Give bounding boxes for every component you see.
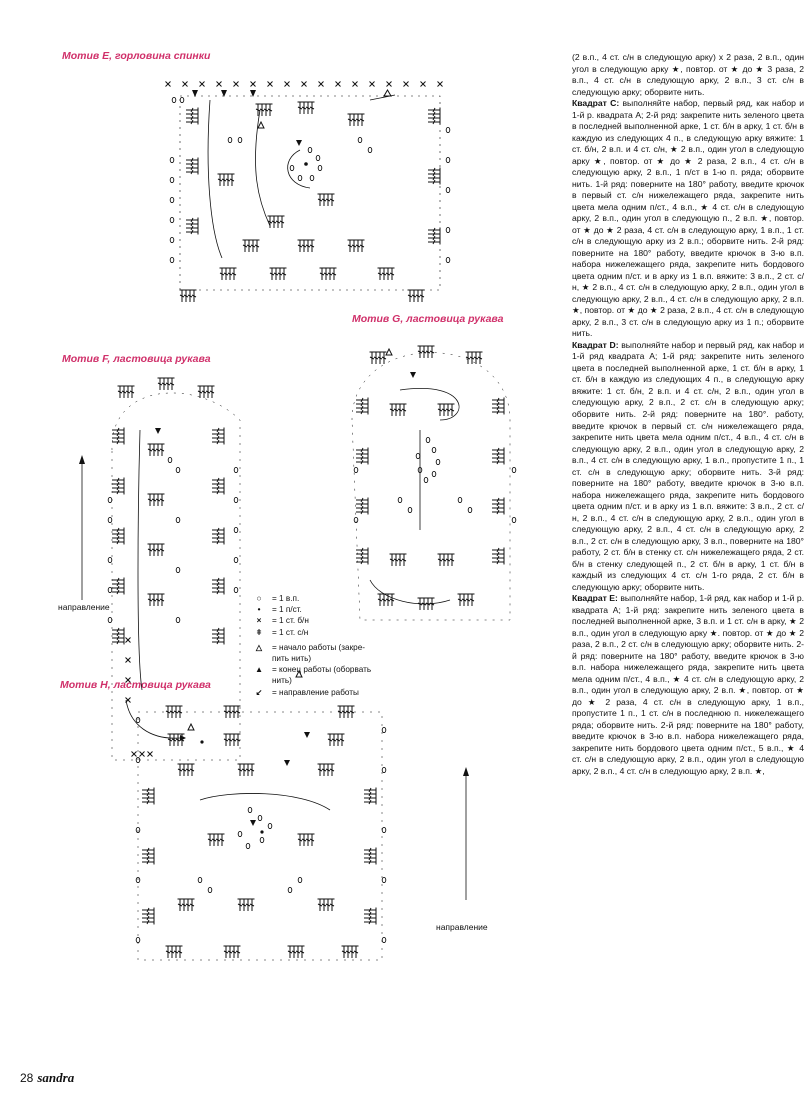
heading-square-d: Квадрат D:: [572, 339, 619, 350]
legend-symbol: ǂ: [256, 627, 262, 637]
legend-row: [252, 642, 371, 653]
direction-label-f: направление: [58, 602, 110, 612]
page-number: 28: [20, 1071, 34, 1085]
paragraph-square-e: [572, 593, 804, 777]
legend-text: = 1 ст. б/н: [272, 616, 309, 626]
body-square-e: выполняйте набор, 1-й ряд, как набор и 1-й р. квадрата A; 1-й ряд: закрепите нить зеленого цвета в последней выполненной арке, 3 в.п. и 1 ст. с/н в арку, ★ 2 в.п., один угол в следующую арку ★. повтор. от ★ до ★ 2 раза, 2 в.п., 2 ст. с/н в следующую арку; оборвите нить. 2-й ряд: поверните на 180° работу, введите крючок в 3-ю в.п. набора нижележащего ряда, закрепите нить цвета мела одним п/ст., 4 в.п., ★ 4 ст. с/н в следующую арку, 2 в.п., один угол в следующую арку, 2 в.п. ★, повтор. от ★ до ★ 2 раза, 4 ст. с/н в следующую арку, 1 в.п., пропустите 1 п., 1 ст. с/н в последнюю п. нижележащего ряда; оборвите нить. 2-й ряд: поверните на 180° работу, введите крючок в 3-ю в.п. набора нижележащего ряда, закрепите нить бордового цвета одним п/ст., 5 в.п., ★ 4 ст. с/н в следующую арку, 2 в.п., один угол в следующую арку, 2 в.п., 4 ст. с/н в следующую арку, 2 в.п. ★,: [572, 593, 804, 776]
motif-h-title: Мотив H, ластовица рукава: [60, 679, 211, 691]
body-square-d: выполняйте набор и первый ряд, как набор и 1-й ряд квадрата A; 1-й ряд: закрепите нить зеленого цвета в последней выполненной арке, 1 ст. б/н в арку, 1 ст. б/н в каждую из следующих 4 п., в следующую арку вяжите: 1 ст. б/н, 2 в.п. и 4 ст. с/н, 2 в.п., один угол в следующую арку, 2 в.п., 2 ст. с/н в следующую арку; оборвите нить. 2-й ряд: поверните на 180°. работу, введите крючок в первый ст. с/н нижележащего ряда, закрепите нить цвета мела одним п/ст., 4 в.п., 4 ст. с/н в следующую арку, 2 в.п., один угол в следующую арку, 2 в.п., 4 ст. с/н в следующую арку, 1 в.п., пропустите 1 п., 1 ст. с/н в следующую арку; оборвите нить. 3-й ряд: поверните на 180° работу, введите крючок в 3-ю в.п. набора нижележащего ряда, закрепите нить бордового цвета одним п/ст. и в арку из 1 в.п. вяжите: 3 в.п., 2 ст. с/н, 2 в.п., 4 ст. с/н в следующую арку, 2 в.п., один угол в следующую арку, 2 в.п., 4 ст. с/н в следующую арку, 2 в.п., 2 ст. с/н в следующую арку, 3 в.п., поверните на 180° работу, 2 ст. б/н в стенку ст. с/н нижележащего ряда, 2 ст. б/н в стенку следующей п., 2 ст. б/н в арку, 1 ст. б/н в каждый из следующих 4 ст. с/н 1-го ряда, 2 ст. б/н в следующую арку; оборвите нить.: [572, 339, 805, 592]
legend-text: = 1 в.п.: [272, 594, 300, 603]
motif-g-diagram: [352, 346, 516, 620]
legend-symbol: ×: [256, 616, 262, 626]
legend-row: [252, 675, 371, 686]
motif-f-diagram: [79, 378, 240, 760]
direction-label-h: направление: [436, 922, 488, 932]
motif-e-diagram: [166, 82, 450, 303]
page-footer: [20, 1070, 74, 1086]
legend-row: [252, 653, 371, 664]
paragraph-a-end: (2 в.п., 4 ст. с/н в следующую арку) х 2 раза, 2 в.п., один угол в следующую арку ★, повтор. от ★ до ★ 3 раза, 2 в.п., 4 ст. с/н в следующую арку, 2 в.п., 3 ст. с/н в следующую арку; оборвите нить.: [572, 52, 804, 97]
legend-symbol: △: [255, 642, 263, 652]
motif-h-diagram: [136, 671, 469, 960]
legend-row: [252, 615, 371, 626]
legend-symbol: ○: [256, 594, 262, 603]
legend-text: = начало работы (закре-: [272, 642, 365, 652]
legend-row: [252, 604, 371, 615]
motif-g-title: Мотив G, ластовица рукава: [352, 313, 504, 325]
legend-symbol: •: [257, 605, 261, 615]
legend-row: [252, 627, 371, 638]
body-square-c: выполняйте набор, первый ряд, как набор и 1-й р. квадрата A; 2-й ряд: закрепите нить зеленого цвета в последней выполненной арке, 1 ст. б/н в арку, 1 ст. б/н в каждую из следующих 4 п., в следующую арку вяжите: 1 ст. б/н, 2 в.п. и 4 ст. с/н, ★ 2 в.п., один угол в следующую арку ★, повтор. от ★ до ★ 2 раза, 2 в.п., 4 ст. с/н в следующую арку, 2 в.п., 1 п/ст в 1-ю п. ряда; оборвите нить. 1-й ряд: поверните на 180° работу, введите крючок в первый ст. с/н нижележащего ряда, закрепите нить цвета мела одним п/ст., 4 в.п., ★ 4 ст. с/н в следующую арку, 2 в.п., один угол в следующую п., 2 в.п. ★, повтор. от ★ до ★ 2 раза, 4 ст. с/н в следующую арку, 1 в.п., 1 ст. с/н в следующую арку из 2 в.п.; оборвите нить. 2-й ряд: поверните на 180° работу, введите крючок в 3-ю в.п. набора нижележащего ряда, закрепите нить бордового цвета одним п/ст. и в арку из 1 в.п. вяжите: 3 в.п., 2 ст. с/н, ★ 2 в.п., 4 ст. с/н в следующую арку, 2 в.п., один угол в следующую арку, 2 в.п., 4 ст. с/н в следующую арку, 2 в.п. ★, повтор. от ★ до ★ 2 раза, 2 в.п., 4 ст. с/н в следующую арку, 2 в.п., 3 ст. с/н в следующую арку из 1 п.; оборвите нить.: [572, 98, 805, 339]
symbol-legend: [252, 593, 371, 698]
heading-square-c: Квадрат C:: [572, 98, 620, 109]
paragraph-square-d: [572, 340, 804, 593]
legend-text: пить нить): [272, 654, 312, 664]
legend-text: = конец работы (оборвать: [272, 665, 372, 675]
legend-symbol: ↙: [255, 687, 263, 697]
instructions-column: [572, 52, 804, 777]
legend-symbol: ▲: [254, 665, 264, 675]
legend-text: = направление работы: [272, 687, 359, 697]
legend-text: = 1 ст. с/н: [272, 627, 309, 637]
legend-row: [252, 593, 371, 604]
heading-square-e: Квадрат E:: [572, 593, 618, 604]
legend-text: нить): [272, 676, 292, 686]
motif-f-title: Мотив F, ластовица рукава: [62, 353, 211, 365]
paragraph-square-c: [572, 98, 804, 340]
legend-row: [252, 664, 371, 675]
legend-row: [252, 687, 371, 698]
legend-text: = 1 п/ст.: [272, 605, 302, 615]
motif-e-title: Мотив E, горловина спинки: [62, 50, 211, 62]
magazine-brand: sandra: [37, 1070, 75, 1085]
